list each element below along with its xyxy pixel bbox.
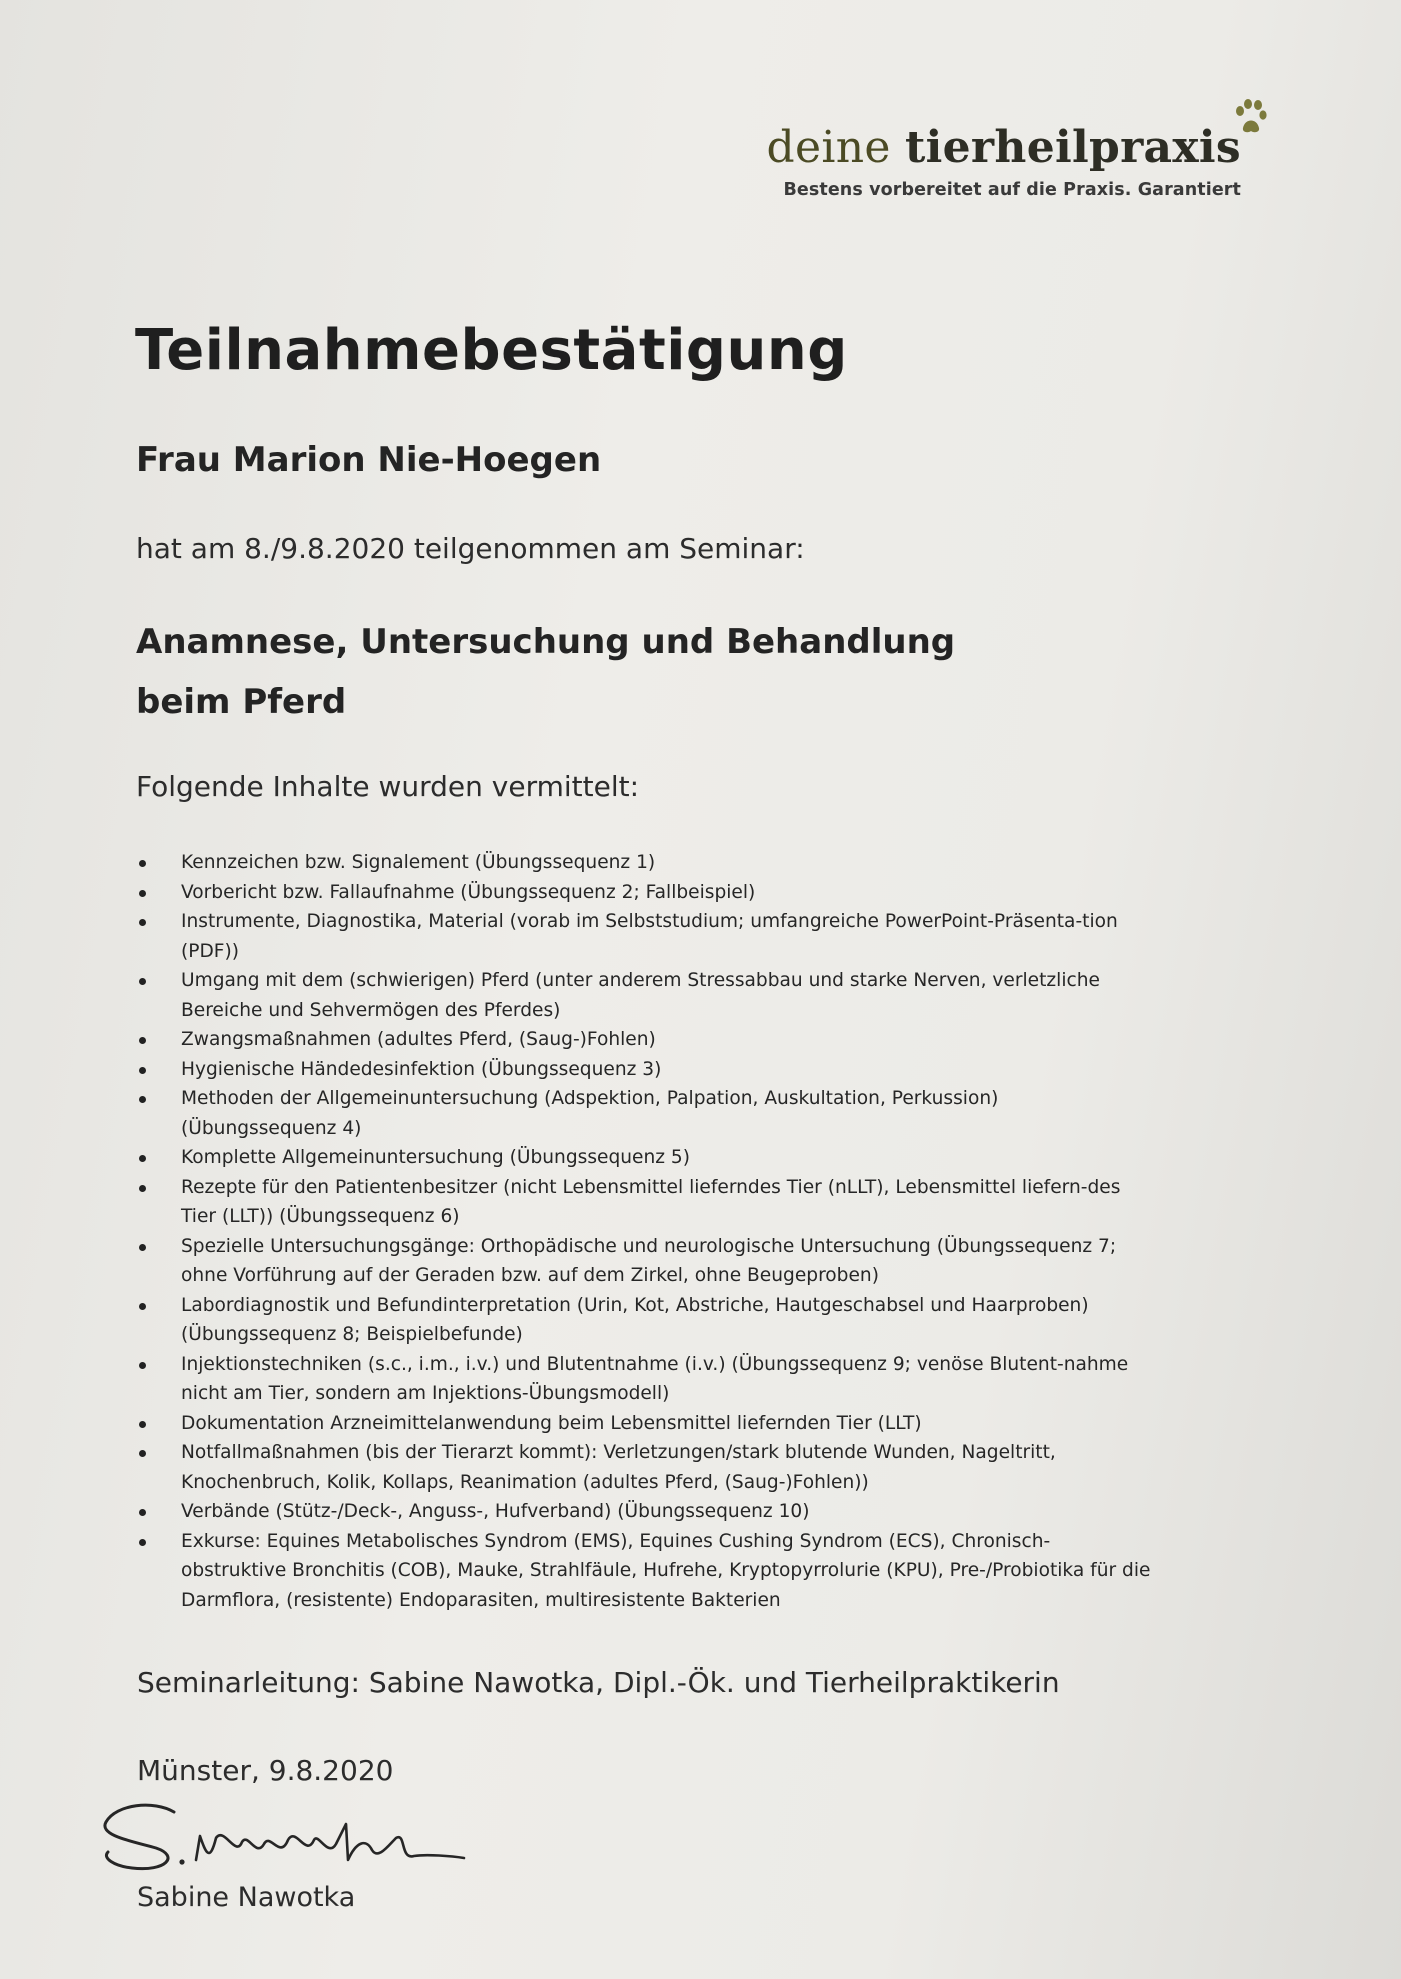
list-item: Dokumentation Arzneimittelanwendung beim Lebensmittel liefernden Tier (LLT) xyxy=(134,1409,1154,1439)
handwritten-signature xyxy=(96,1796,476,1876)
list-item: Verbände (Stütz-/Deck-, Anguss-, Hufverband) (Übungssequenz 10) xyxy=(134,1497,1154,1527)
seminar-leader: Seminarleitung: Sabine Nawotka, Dipl.-Ök. und Tierheilpraktikerin xyxy=(137,1666,1060,1699)
brand-wordmark xyxy=(766,122,1241,173)
paw-icon xyxy=(1233,98,1267,136)
list-item: Zwangsmaßnahmen (adultes Pferd, (Saug-)Fohlen) xyxy=(134,1025,1154,1055)
list-item: Umgang mit dem (schwierigen) Pferd (unter anderem Stressabbau und starke Nerven, verletzliche Bereiche und Sehvermögen des Pferdes) xyxy=(134,966,1154,1025)
brand-logo xyxy=(766,122,1241,200)
list-item: Spezielle Untersuchungsgänge: Orthopädische und neurologische Untersuchung (Übungssequenz 7; ohne Vorführung auf der Geraden bzw. auf dem Zirkel, ohne Beugeproben) xyxy=(134,1232,1154,1291)
contents-heading: Folgende Inhalte wurden vermittelt: xyxy=(136,770,640,803)
brand-word-bold: tierheilpraxis xyxy=(904,122,1241,173)
list-item: Labordiagnostik und Befundinterpretation (Urin, Kot, Abstriche, Hautgeschabsel und Haarproben) (Übungssequenz 8; Beispielbefunde) xyxy=(134,1291,1154,1350)
topic-list xyxy=(134,848,1154,1615)
signer-name: Sabine Nawotka xyxy=(137,1882,356,1913)
seminar-title: Anamnese, Untersuchung und Behandlung beim Pferd xyxy=(136,622,956,722)
document-title: Teilnahmebestätigung xyxy=(135,318,848,383)
brand-word-light: deine xyxy=(766,122,905,173)
list-item: Vorbericht bzw. Fallaufnahme (Übungssequenz 2; Fallbeispiel) xyxy=(134,878,1154,908)
list-item: Hygienische Händedesinfektion (Übungssequenz 3) xyxy=(134,1055,1154,1085)
place-date: Münster, 9.8.2020 xyxy=(137,1754,394,1787)
recipient-name: Frau Marion Nie-Hoegen xyxy=(136,440,602,480)
list-item: Rezepte für den Patientenbesitzer (nicht Lebensmittel lieferndes Tier (nLLT), Lebensmittel liefern-des Tier (LLT)) (Übungssequenz 6) xyxy=(134,1173,1154,1232)
brand-tagline: Bestens vorbereitet auf die Praxis. Garantiert xyxy=(783,180,1241,200)
list-item: Instrumente, Diagnostika, Material (vorab im Selbststudium; umfangreiche PowerPoint-Präsenta-tion (PDF)) xyxy=(134,907,1154,966)
list-item: Exkurse: Equines Metabolisches Syndrom (EMS), Equines Cushing Syndrom (ECS), Chronisch-obstruktive Bronchitis (COB), Mauke, Strahlfäule, Hufrehe, Kryptopyrrolurie (KPU), Pre-/Probiotika für die Darmflora, (resistente) Endoparasiten, multiresistente Bakterien xyxy=(134,1527,1154,1616)
list-item: Komplette Allgemeinuntersuchung (Übungssequenz 5) xyxy=(134,1143,1154,1173)
list-item: Injektionstechniken (s.c., i.m., i.v.) und Blutentnahme (i.v.) (Übungssequenz 9; venöse Blutent-nahme nicht am Tier, sondern am Injektions-Übungsmodell) xyxy=(134,1350,1154,1409)
list-item: Methoden der Allgemeinuntersuchung (Adspektion, Palpation, Auskultation, Perkussion) (Übungssequenz 4) xyxy=(134,1084,1154,1143)
list-item: Notfallmaßnahmen (bis der Tierarzt kommt): Verletzungen/stark blutende Wunden, Nageltritt, Knochenbruch, Kolik, Kollaps, Reanimation (adultes Pferd, (Saug-)Fohlen)) xyxy=(134,1438,1154,1497)
list-item: Kennzeichen bzw. Signalement (Übungssequenz 1) xyxy=(134,848,1154,878)
participation-statement: hat am 8./9.8.2020 teilgenommen am Seminar: xyxy=(136,532,805,565)
